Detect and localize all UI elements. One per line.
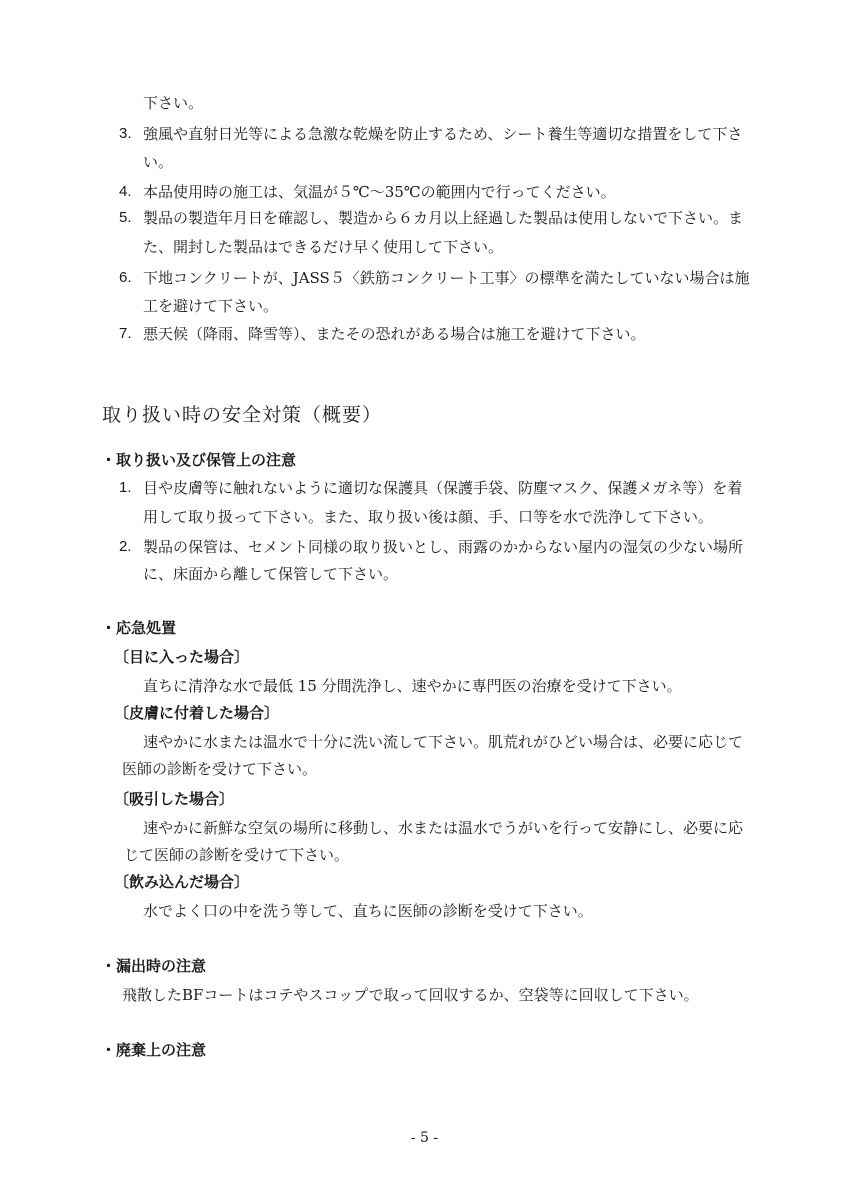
list-item-text: い。 xyxy=(143,153,174,171)
list-number: 5. xyxy=(119,209,132,226)
spill-text: 飛散したBFコートはコテやスコップで取って回収するか、空袋等に回収して下さい。 xyxy=(122,986,699,1004)
list-number: 7. xyxy=(119,325,132,342)
case-label: 〔皮膚に付着した場合〕 xyxy=(114,704,280,722)
list-number: 3. xyxy=(119,125,132,142)
list-item-text: に、床面から離して保管して下さい。 xyxy=(143,565,399,583)
list-item-text: 悪天候（降雨、降雪等）、またその恐れがある場合は施工を避けて下さい。 xyxy=(143,325,646,343)
case-text: 直ちに清浄な水で最低 15 分間洗浄し、速やかに専門医の治療を受けて下さい。 xyxy=(143,677,682,695)
case-text: じて医師の診断を受けて下さい。 xyxy=(124,846,350,864)
list-number: 2. xyxy=(119,538,132,555)
list-item-text: 下地コンクリートが、JASS５〈鉄筋コンクリート工事〉の標準を満たしていない場合は施 xyxy=(143,269,750,287)
list-item-text: た、開封した製品はできるだけ早く使用して下さい。 xyxy=(143,238,504,256)
list-number: 1. xyxy=(119,479,132,496)
subsection-heading: ・漏出時の注意 xyxy=(101,957,207,975)
continuation-text: 下さい。 xyxy=(143,94,204,112)
subsection-heading: ・応急処置 xyxy=(101,619,177,637)
list-item-text: 製品の保管は、セメント同様の取り扱いとし、雨露のかからない屋内の湿気の少ない場所 xyxy=(143,538,744,556)
list-item-text: 本品使用時の施工は、気温が５℃～35℃の範囲内で行ってください。 xyxy=(143,183,616,201)
section-title: 取り扱い時の安全対策（概要） xyxy=(102,404,383,426)
list-item-text: 工を避けて下さい。 xyxy=(143,297,279,315)
list-item-text: 製品の製造年月日を確認し、製造から６カ月以上経過した製品は使用しないで下さい。ま xyxy=(143,209,744,227)
list-item-text: 強風や直射日光等による急激な乾燥を防止するため、シート養生等適切な措置をして下さ xyxy=(143,125,743,143)
case-label: 〔目に入った場合〕 xyxy=(114,648,250,666)
case-text: 水でよく口の中を洗う等して、直ちに医師の診断を受けて下さい。 xyxy=(143,902,593,920)
case-text: 医師の診断を受けて下さい。 xyxy=(122,760,318,778)
subsection-heading: ・廃棄上の注意 xyxy=(101,1041,207,1059)
list-item-text: 用して取り扱って下さい。また、取り扱い後は顔、手、口等を水で洗浄して下さい。 xyxy=(143,508,714,526)
list-number: 4. xyxy=(119,183,132,200)
subsection-heading: ・取り扱い及び保管上の注意 xyxy=(101,451,297,469)
list-item-text: 目や皮膚等に触れないように適切な保護具（保護手袋、防塵マスク、保護メガネ等）を着 xyxy=(143,479,743,497)
case-text: 速やかに水または温水で十分に洗い流して下さい。肌荒れがひどい場合は、必要に応じて xyxy=(143,733,744,751)
list-number: 6. xyxy=(119,269,132,286)
case-text: 速やかに新鮮な空気の場所に移動し、水または温水でうがいを行って安静にし、必要に応 xyxy=(143,819,744,837)
page-number: - 5 - xyxy=(410,1130,439,1146)
case-label: 〔吸引した場合〕 xyxy=(114,790,235,808)
case-label: 〔飲み込んだ場合〕 xyxy=(114,873,250,891)
